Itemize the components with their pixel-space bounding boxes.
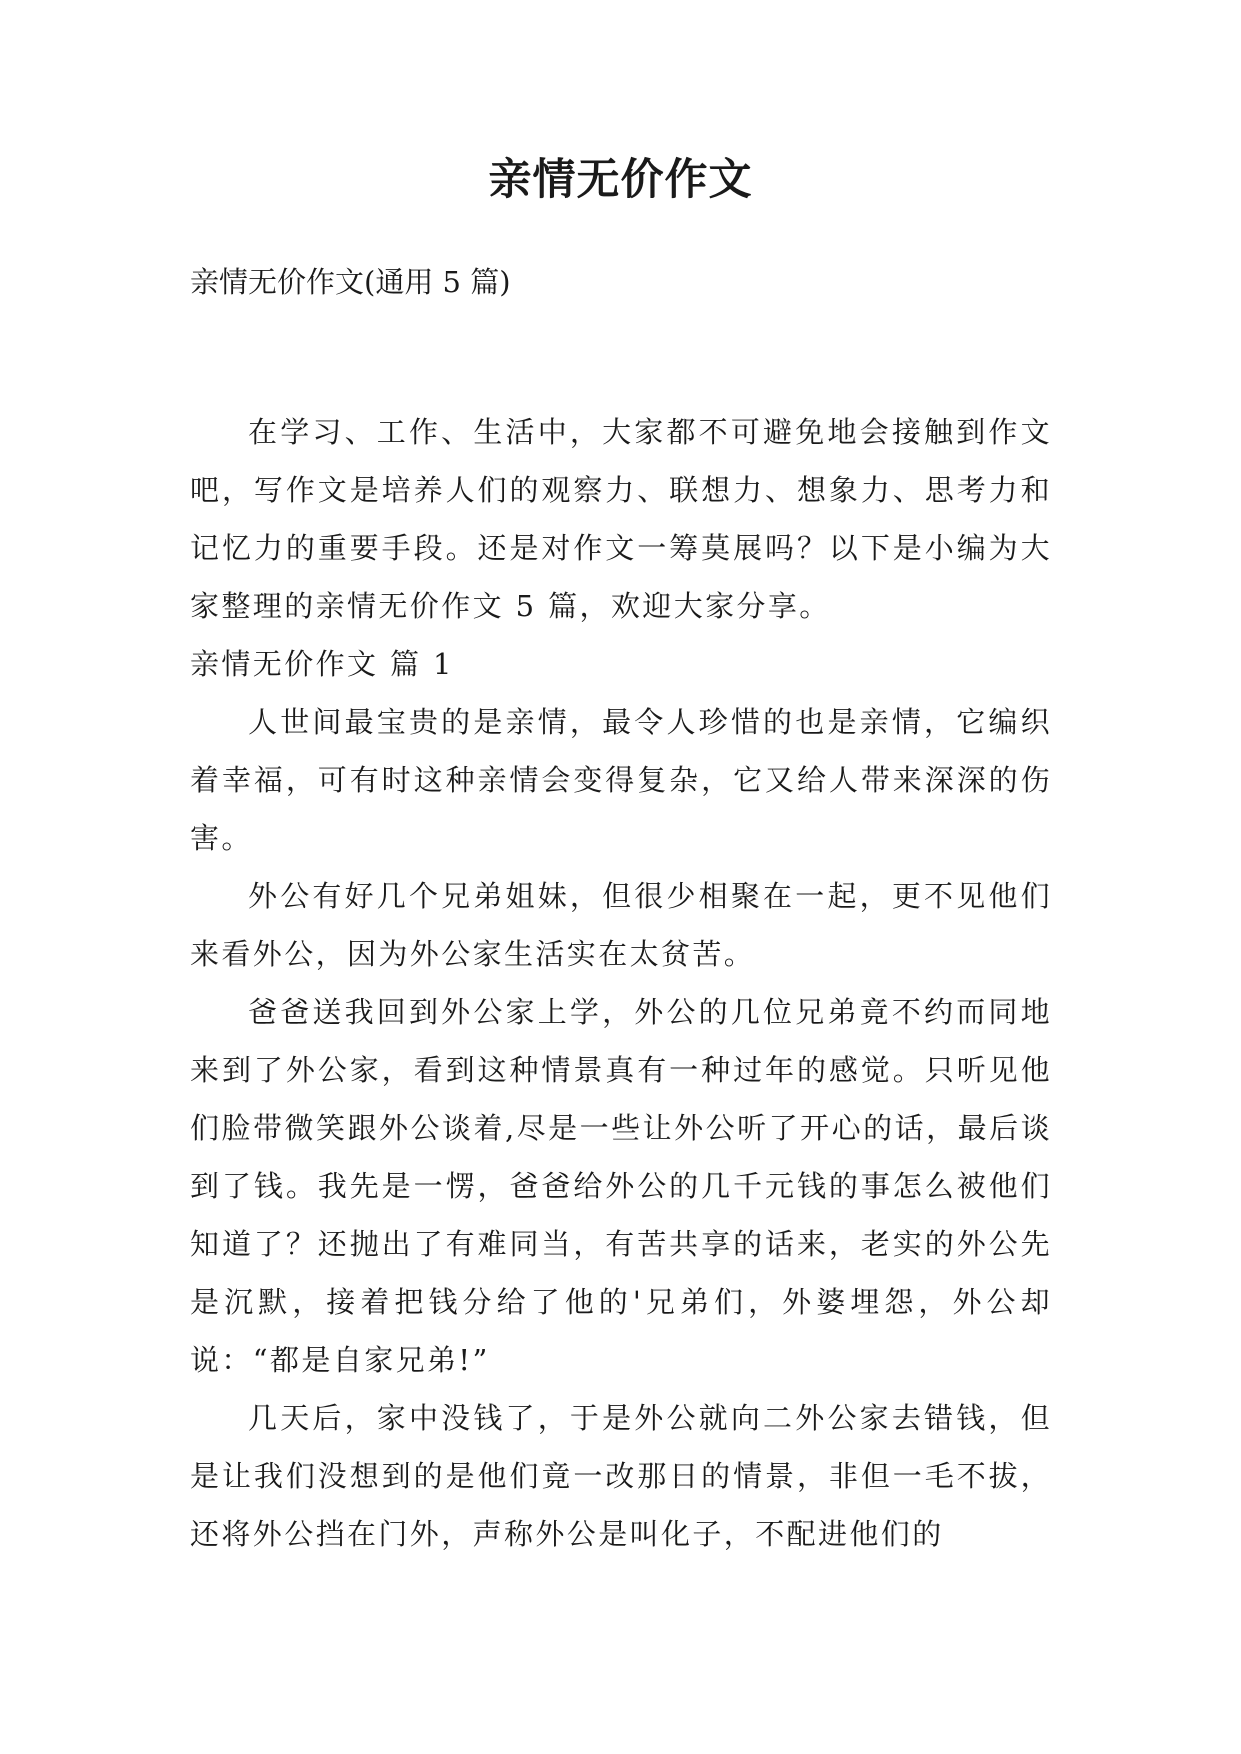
section-heading: 亲情无价作文 篇 1 [190,647,454,681]
body-paragraph: 几天后，家中没钱了，于是外公就向二外公家去错钱，但是让我们没想到的是他们竟一改那日的情景，非但一毛不拔，还将外公挡在门外，声称外公是叫化子，不配进他们的 [190,1401,1052,1551]
body-paragraph: 外公有好几个兄弟姐妹，但很少相聚在一起，更不见他们来看外公，因为外公家生活实在太贫苦。 [190,879,1052,971]
document-subtitle: 亲情无价作文(通用 5 篇) [190,265,511,299]
intro-paragraph: 在学习、工作、生活中，大家都不可避免地会接触到作文吧，写作文是培养人们的观察力、联想力、想象力、思考力和记忆力的重要手段。还是对作文一筹莫展吗？以下是小编为大家整理的亲情无价作文 5 篇，欢迎大家分享。 [190,415,1052,623]
body-paragraph: 爸爸送我回到外公家上学，外公的几位兄弟竟不约而同地来到了外公家，看到这种情景真有一种过年的感觉。只听见他们脸带微笑跟外公谈着,尽是一些让外公听了开心的话，最后谈到了钱。我先是一愣，爸爸给外公的几千元钱的事怎么被他们知道了？还抛出了有难同当，有苦共享的话来，老实的外公先是沉默，接着把钱分给了他的'兄弟们，外婆埋怨，外公却说：“都是自家兄弟!” [190,995,1052,1377]
document-title: 亲情无价作文 [488,155,753,205]
body-paragraph: 人世间最宝贵的是亲情，最令人珍惜的也是亲情，它编织着幸福，可有时这种亲情会变得复杂，它又给人带来深深的伤害。 [190,705,1052,855]
document-body [190,403,1052,1563]
